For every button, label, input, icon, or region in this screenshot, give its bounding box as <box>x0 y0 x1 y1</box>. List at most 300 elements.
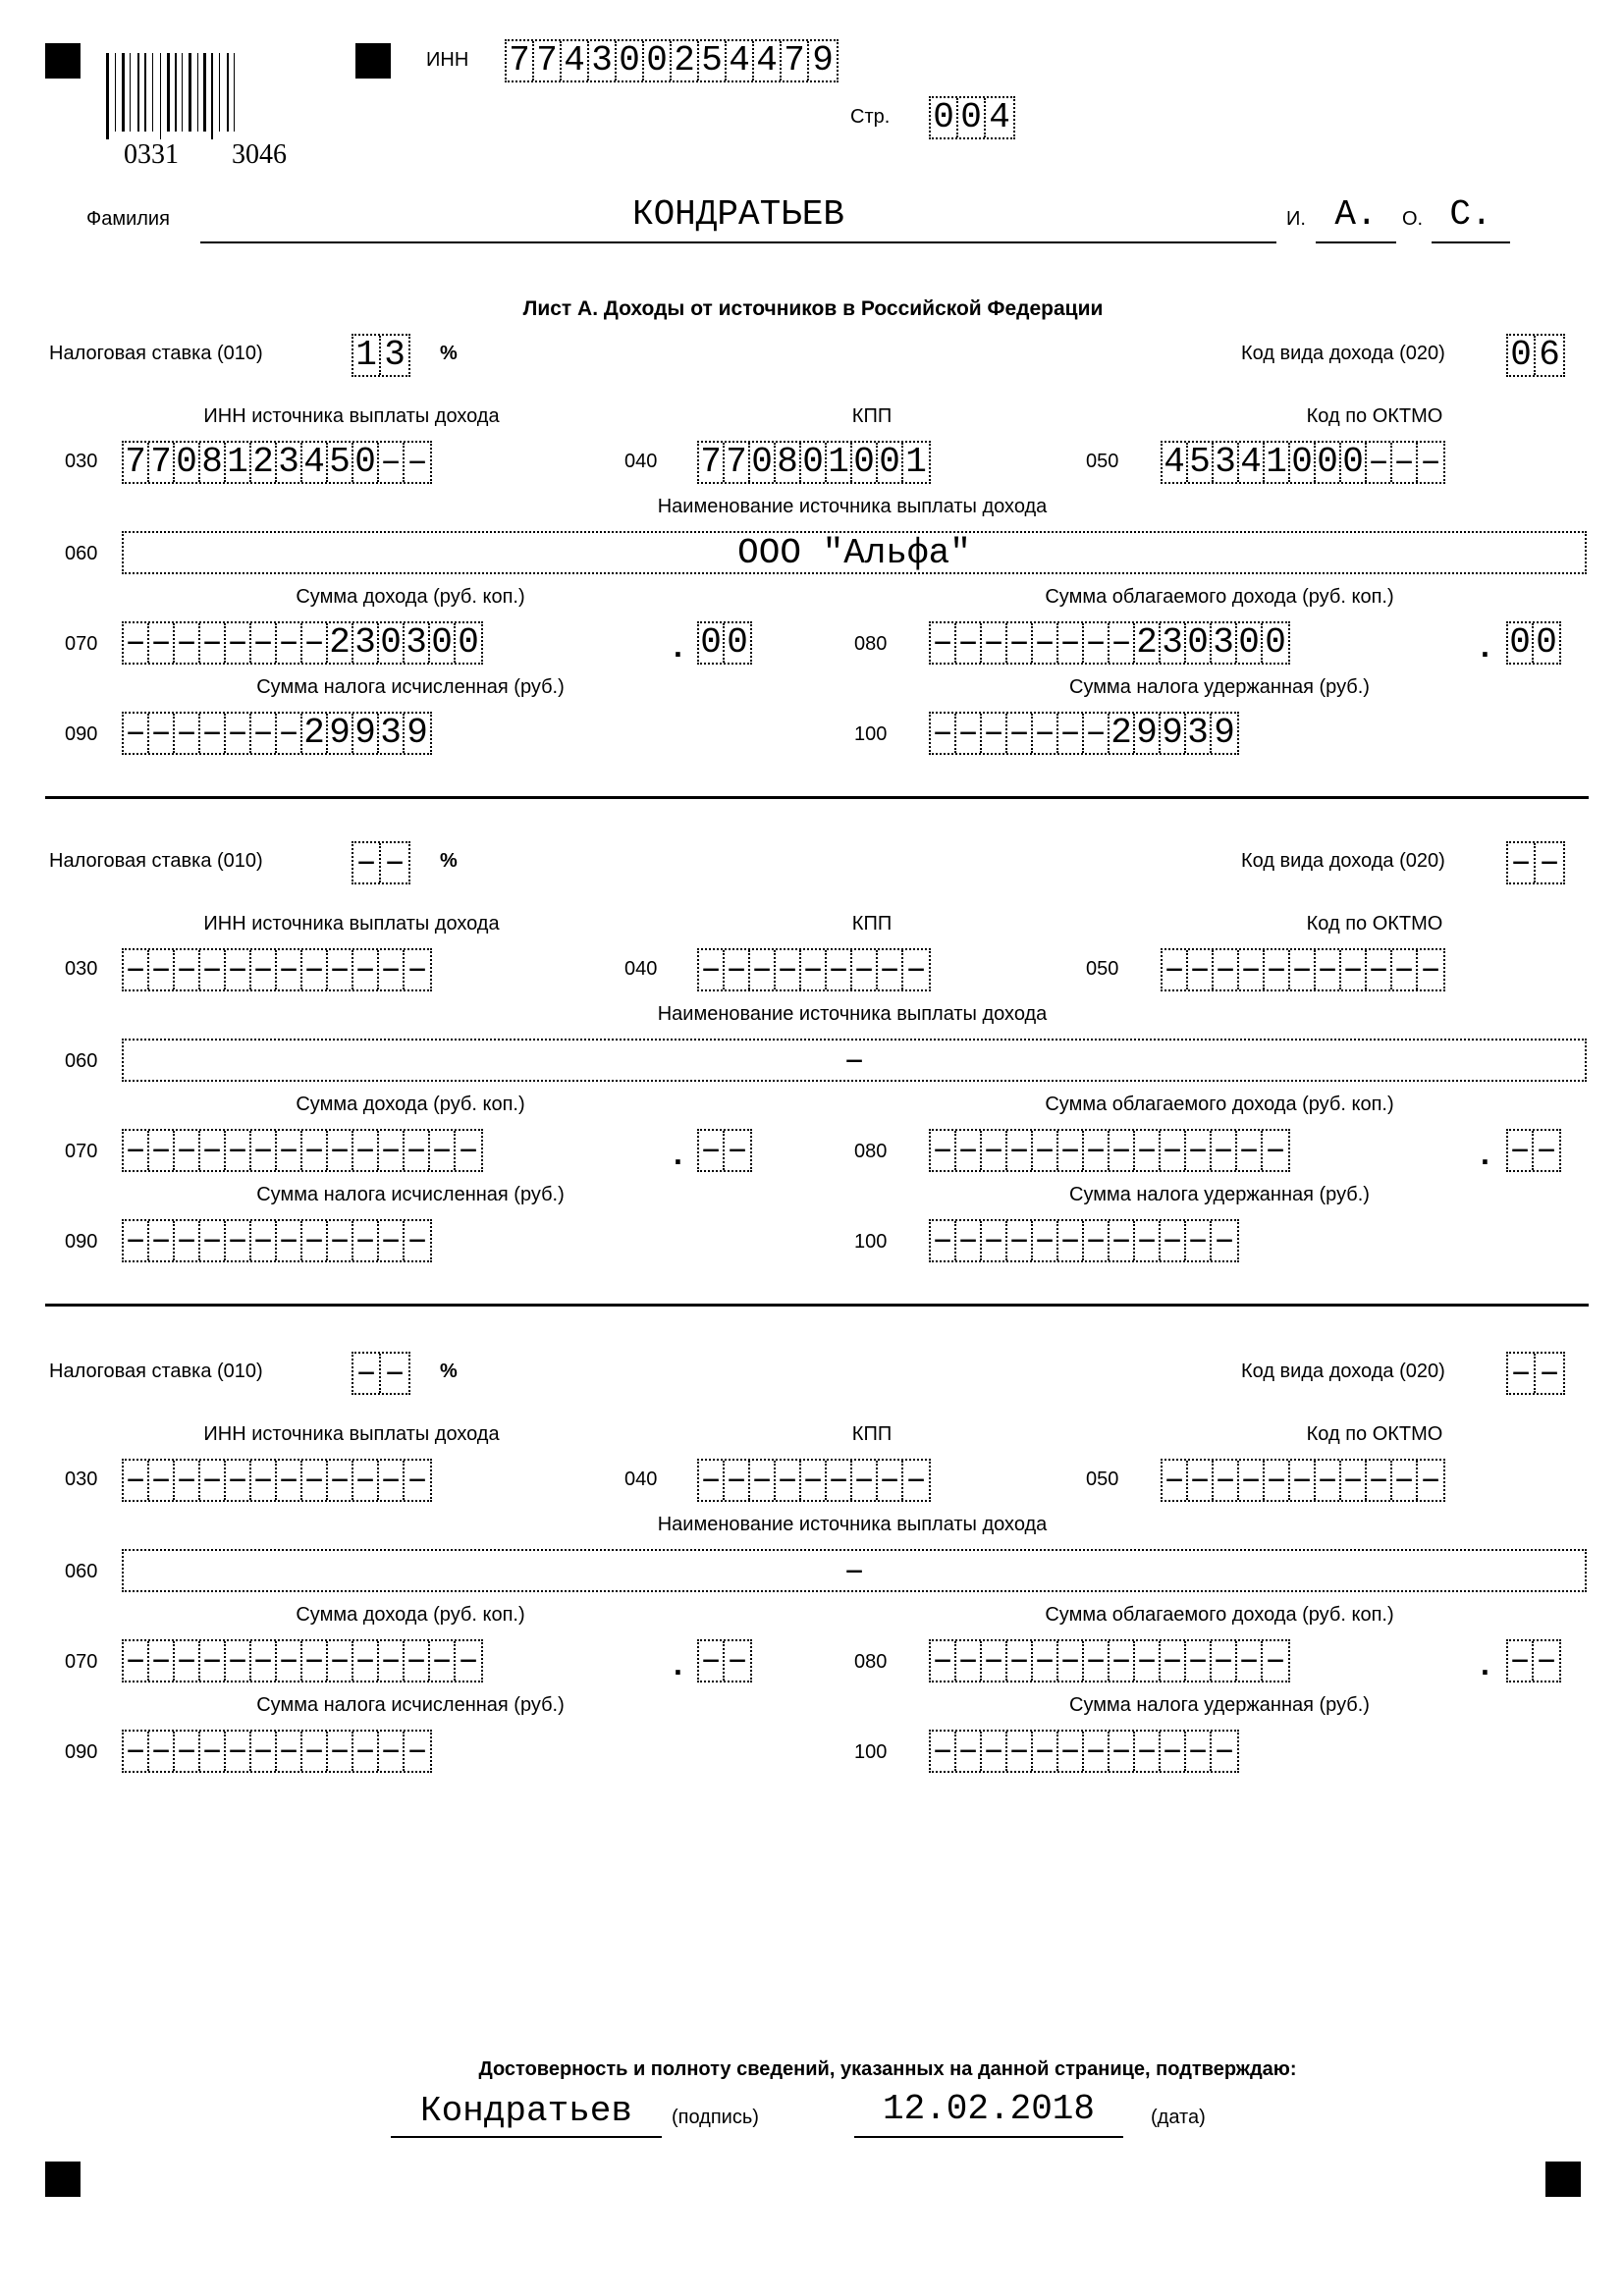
digit-cell: 1 <box>226 443 251 482</box>
digit-cell: – <box>149 623 175 663</box>
digit-cell: – <box>1135 1732 1161 1771</box>
tax-rate-label: Налоговая ставка (010) <box>49 343 263 364</box>
digit-cell: 0 <box>958 98 986 137</box>
percent-sign: % <box>440 850 458 872</box>
taxable-sum-label: Сумма облагаемого дохода (руб. коп.) <box>1045 1604 1394 1626</box>
digit-cell: – <box>458 1640 479 1681</box>
digit-cell: 3 <box>1212 623 1237 663</box>
digit-cell: – <box>1110 623 1135 663</box>
digit-cell: – <box>1110 1131 1135 1170</box>
digit-cell: – <box>124 1732 149 1771</box>
patronymic-label: О. <box>1402 208 1424 230</box>
percent-sign: % <box>440 1361 458 1382</box>
digit-cell: – <box>956 623 982 663</box>
digit-cell: 7 <box>507 41 534 80</box>
tax-calculated-label: Сумма налога исчисленная (руб.) <box>256 676 565 698</box>
digit-cell: – <box>1367 443 1392 482</box>
taxable-sum-label: Сумма облагаемого дохода (руб. коп.) <box>1045 586 1394 608</box>
block-separator <box>45 796 1589 799</box>
digit-cell: – <box>931 623 956 663</box>
taxable-sum-label: Сумма облагаемого дохода (руб. коп.) <box>1045 1094 1394 1115</box>
digit-cell: – <box>200 1641 226 1681</box>
digit-cell: – <box>1058 1732 1084 1771</box>
digit-cell: – <box>982 623 1007 663</box>
digit-cell: – <box>328 1732 353 1771</box>
digit-cell: – <box>353 843 381 882</box>
digit-cell: – <box>149 1221 175 1260</box>
digit-cell: – <box>1058 1221 1084 1260</box>
digit-cell: 9 <box>1161 714 1186 753</box>
digit-cell: – <box>458 1130 479 1170</box>
digit-cell: – <box>1367 1461 1392 1500</box>
digit-cell: – <box>1188 1461 1214 1500</box>
line-code-060: 060 <box>65 1561 98 1582</box>
digit-cell: – <box>982 714 1007 753</box>
digit-cell: – <box>226 623 251 663</box>
line-code-040: 040 <box>624 958 658 980</box>
digit-cell: – <box>200 950 226 989</box>
digit-cell: – <box>852 950 878 989</box>
corner-marker-top-center <box>355 43 391 79</box>
income-sum-label: Сумма дохода (руб. коп.) <box>296 1094 525 1115</box>
digit-cell: 4 <box>302 443 328 482</box>
digit-cell: – <box>1214 1461 1239 1500</box>
digit-cell: 3 <box>277 443 302 482</box>
digit-cell: – <box>200 623 226 663</box>
digit-cell: 4 <box>1239 443 1265 482</box>
line-code-080: 080 <box>854 633 888 655</box>
digit-cell: – <box>251 623 277 663</box>
digit-cell: 0 <box>801 443 827 482</box>
digit-cell: – <box>251 1461 277 1500</box>
barcode <box>106 53 322 169</box>
digit-cell: – <box>1420 1460 1441 1500</box>
digit-cell: – <box>1084 1221 1110 1260</box>
digit-cell: – <box>1033 623 1058 663</box>
digit-cell: 0 <box>1316 443 1341 482</box>
source-name-label: Наименование источника выплаты дохода <box>657 1003 1048 1025</box>
digit-cell: – <box>1084 623 1110 663</box>
line-code-100: 100 <box>854 1231 888 1253</box>
digit-cell: – <box>1033 1131 1058 1170</box>
source-name-field: – <box>122 1039 1587 1082</box>
oktmo-label: Код по ОКТМО <box>1306 1423 1443 1445</box>
line-code-080: 080 <box>854 1651 888 1673</box>
corner-marker-top-left <box>45 43 81 79</box>
digit-cell: – <box>200 1732 226 1771</box>
income-code-field <box>1506 1352 1565 1395</box>
digit-cell: – <box>302 1732 328 1771</box>
decimal-point: . <box>1481 1646 1489 1682</box>
digit-cell: – <box>1058 623 1084 663</box>
digit-cell: – <box>124 1131 149 1170</box>
income-code-label: Код вида дохода (020) <box>1241 1361 1445 1382</box>
line-code-040: 040 <box>624 1468 658 1490</box>
oktmo-field <box>1161 948 1445 991</box>
digit-cell: – <box>124 1461 149 1500</box>
digit-cell: 0 <box>852 443 878 482</box>
digit-cell: 3 <box>405 623 430 663</box>
digit-cell: – <box>353 1641 379 1681</box>
digit-cell: 1 <box>1265 443 1290 482</box>
digit-cell: – <box>1420 949 1441 989</box>
decimal-point: . <box>1481 1136 1489 1171</box>
digit-cell: – <box>878 950 903 989</box>
taxable-kopecks-field <box>1506 1129 1561 1172</box>
digit-cell: – <box>277 1131 302 1170</box>
digit-cell: – <box>277 1641 302 1681</box>
digit-cell: – <box>353 1221 379 1260</box>
digit-cell: – <box>200 1221 226 1260</box>
digit-cell: 3 <box>379 714 405 753</box>
digit-cell: 9 <box>328 714 353 753</box>
digit-cell: – <box>328 1461 353 1500</box>
income-code-field <box>1506 334 1565 377</box>
digit-cell: 5 <box>328 443 353 482</box>
signature-label: (подпись) <box>672 2107 759 2128</box>
digit-cell: – <box>982 1732 1007 1771</box>
digit-cell: 0 <box>1508 336 1536 375</box>
inn-source-field <box>122 1459 432 1502</box>
digit-cell: 9 <box>406 713 428 753</box>
digit-cell: – <box>406 1220 428 1260</box>
digit-cell: – <box>405 1131 430 1170</box>
digit-cell: – <box>1058 1131 1084 1170</box>
surname-underline <box>200 241 1276 243</box>
digit-cell: – <box>379 1641 405 1681</box>
inn-source-field <box>122 441 432 484</box>
digit-cell: – <box>1161 1131 1186 1170</box>
signature-underline <box>391 2136 662 2138</box>
digit-cell: – <box>1007 1221 1033 1260</box>
digit-cell: – <box>384 1353 406 1393</box>
digit-cell: – <box>727 1640 748 1681</box>
digit-cell: – <box>149 1641 175 1681</box>
line-code-070: 070 <box>65 1651 98 1673</box>
digit-cell: – <box>1420 442 1441 482</box>
digit-cell: – <box>1508 1131 1534 1170</box>
digit-cell: – <box>1237 1641 1263 1681</box>
digit-cell: – <box>827 950 852 989</box>
inn-source-field <box>122 948 432 991</box>
page-number-field <box>929 96 1015 139</box>
digit-cell: – <box>725 1461 750 1500</box>
source-name-field: – <box>122 1549 1587 1592</box>
digit-cell: – <box>1007 1732 1033 1771</box>
digit-cell: – <box>124 1641 149 1681</box>
digit-cell: – <box>905 1460 927 1500</box>
digit-cell: – <box>175 950 200 989</box>
digit-cell: 7 <box>725 443 750 482</box>
digit-cell: 4 <box>562 41 589 80</box>
digit-cell: – <box>1367 950 1392 989</box>
digit-cell: – <box>931 1641 956 1681</box>
digit-cell: – <box>251 1732 277 1771</box>
digit-cell: – <box>1508 1641 1534 1681</box>
digit-cell: – <box>149 950 175 989</box>
line-code-090: 090 <box>65 1231 98 1253</box>
tax-withheld-field <box>929 1219 1239 1262</box>
digit-cell: 4 <box>727 41 754 80</box>
digit-cell: – <box>328 1641 353 1681</box>
line-code-030: 030 <box>65 1468 98 1490</box>
digit-cell: – <box>406 1731 428 1771</box>
tax-rate-label: Налоговая ставка (010) <box>49 1361 263 1382</box>
surname-value: КОНДРАТЬЕВ <box>631 194 845 235</box>
digit-cell: – <box>175 1641 200 1681</box>
source-name-label: Наименование источника выплаты дохода <box>657 1514 1048 1535</box>
digit-cell: – <box>379 443 405 482</box>
tax-withheld-label: Сумма налога удержанная (руб.) <box>1069 1694 1370 1716</box>
digit-cell: 7 <box>782 41 809 80</box>
inn-field <box>505 39 839 82</box>
digit-cell: – <box>251 1221 277 1260</box>
source-name-field: ООО "Альфа" <box>122 531 1587 574</box>
digit-cell: – <box>251 1641 277 1681</box>
decimal-point: . <box>674 1646 682 1682</box>
digit-cell: 9 <box>1135 714 1161 753</box>
digit-cell: – <box>124 714 149 753</box>
digit-cell: 0 <box>458 622 479 663</box>
digit-cell: – <box>1290 950 1316 989</box>
patronymic-underline <box>1432 241 1510 243</box>
line-code-070: 070 <box>65 1141 98 1162</box>
digit-cell: – <box>1161 1732 1186 1771</box>
digit-cell: 7 <box>124 443 149 482</box>
digit-cell: 0 <box>353 443 379 482</box>
digit-cell: 9 <box>353 714 379 753</box>
digit-cell: – <box>1033 1221 1058 1260</box>
digit-cell: 4 <box>1163 443 1188 482</box>
line-code-030: 030 <box>65 958 98 980</box>
digit-cell: – <box>175 623 200 663</box>
digit-cell: – <box>1214 1220 1235 1260</box>
digit-cell: – <box>226 1732 251 1771</box>
digit-cell: – <box>1007 1131 1033 1170</box>
digit-cell: – <box>251 714 277 753</box>
digit-cell: 0 <box>727 622 748 663</box>
digit-cell: – <box>982 1131 1007 1170</box>
date-underline <box>854 2136 1123 2138</box>
digit-cell: – <box>1188 950 1214 989</box>
taxable-kopecks-field <box>1506 621 1561 665</box>
digit-cell: 0 <box>379 623 405 663</box>
digit-cell: – <box>1186 1131 1212 1170</box>
digit-cell: 0 <box>1341 443 1367 482</box>
digit-cell: 6 <box>1539 335 1560 375</box>
digit-cell: – <box>406 442 428 482</box>
digit-cell: – <box>1237 1131 1263 1170</box>
tax-calculated-label: Сумма налога исчисленная (руб.) <box>256 1694 565 1716</box>
digit-cell: – <box>277 1461 302 1500</box>
digit-cell: – <box>905 949 927 989</box>
tax-calculated-field <box>122 1730 432 1773</box>
digit-cell: – <box>750 950 776 989</box>
taxable-rubles-field <box>929 621 1290 665</box>
digit-cell: 9 <box>1214 713 1235 753</box>
inn-source-label: ИНН источника выплаты дохода <box>203 913 500 934</box>
digit-cell: – <box>1084 714 1110 753</box>
sheet-title: Лист А. Доходы от источников в Российской Федерации <box>522 297 1104 320</box>
line-code-090: 090 <box>65 1741 98 1763</box>
digit-cell: 0 <box>644 41 672 80</box>
digit-cell: – <box>406 1460 428 1500</box>
inn-source-label: ИНН источника выплаты дохода <box>203 1423 500 1445</box>
confirmation-text: Достоверность и полноту сведений, указанных на данной странице, подтверждаю: <box>478 2058 1297 2080</box>
oktmo-field <box>1161 1459 1445 1502</box>
income-kopecks-field <box>697 621 752 665</box>
digit-cell: – <box>430 1641 456 1681</box>
tax-withheld-label: Сумма налога удержанная (руб.) <box>1069 1184 1370 1205</box>
corner-marker-bottom-right <box>1545 2162 1581 2197</box>
decimal-point: . <box>1481 628 1489 664</box>
digit-cell: – <box>1239 950 1265 989</box>
digit-cell: – <box>1033 1641 1058 1681</box>
digit-cell: 2 <box>1135 623 1161 663</box>
taxable-rubles-field <box>929 1639 1290 1682</box>
digit-cell: – <box>801 1461 827 1500</box>
digit-cell: 5 <box>1188 443 1214 482</box>
digit-cell: 3 <box>384 335 406 375</box>
digit-cell: 0 <box>617 41 644 80</box>
digit-cell: – <box>1265 950 1290 989</box>
date-label: (дата) <box>1151 2107 1206 2128</box>
digit-cell: – <box>353 1354 381 1393</box>
tax-rate-field <box>352 1352 410 1395</box>
oktmo-label: Код по ОКТМО <box>1306 405 1443 427</box>
digit-cell: – <box>328 1221 353 1260</box>
digit-cell: – <box>1007 623 1033 663</box>
digit-cell: – <box>430 1131 456 1170</box>
digit-cell: – <box>931 1131 956 1170</box>
digit-cell: – <box>1058 1641 1084 1681</box>
digit-cell: – <box>1392 1461 1418 1500</box>
line-code-050: 050 <box>1086 451 1119 472</box>
income-rubles-field <box>122 1639 483 1682</box>
digit-cell: – <box>200 1461 226 1500</box>
digit-cell: – <box>1007 714 1033 753</box>
digit-cell: – <box>379 1131 405 1170</box>
digit-cell: – <box>1007 1641 1033 1681</box>
percent-sign: % <box>440 343 458 364</box>
digit-cell: – <box>226 1221 251 1260</box>
name-underline <box>1316 241 1396 243</box>
digit-cell: – <box>1110 1641 1135 1681</box>
digit-cell: – <box>1084 1732 1110 1771</box>
digit-cell: – <box>699 1641 725 1681</box>
digit-cell: 2 <box>251 443 277 482</box>
digit-cell: – <box>302 1221 328 1260</box>
digit-cell: 0 <box>175 443 200 482</box>
digit-cell: – <box>226 1131 251 1170</box>
digit-cell: – <box>124 950 149 989</box>
line-code-040: 040 <box>624 451 658 472</box>
digit-cell: – <box>1186 1732 1212 1771</box>
digit-cell: 0 <box>1536 622 1557 663</box>
digit-cell: – <box>931 714 956 753</box>
digit-cell: – <box>931 1221 956 1260</box>
digit-cell: – <box>1265 1130 1286 1170</box>
tax-rate-field <box>352 334 410 377</box>
digit-cell: – <box>149 1732 175 1771</box>
digit-cell: – <box>1163 1461 1188 1500</box>
income-rubles-field <box>122 621 483 665</box>
digit-cell: – <box>124 1221 149 1260</box>
digit-cell: – <box>124 623 149 663</box>
digit-cell: 1 <box>353 336 381 375</box>
digit-cell: – <box>149 714 175 753</box>
digit-cell: 3 <box>589 41 617 80</box>
kpp-label: КПП <box>851 1423 893 1445</box>
tax-calculated-field <box>122 712 432 755</box>
digit-cell: – <box>1539 1353 1560 1393</box>
tax-withheld-field <box>929 1730 1239 1773</box>
tax-withheld-label: Сумма налога удержанная (руб.) <box>1069 676 1370 698</box>
digit-cell: – <box>226 1641 251 1681</box>
digit-cell: – <box>1341 950 1367 989</box>
tax-rate-label: Налоговая ставка (010) <box>49 850 263 872</box>
name-initial: А. <box>1334 194 1378 235</box>
digit-cell: – <box>328 950 353 989</box>
source-name-label: Наименование источника выплаты дохода <box>657 496 1048 517</box>
digit-cell: – <box>1212 1131 1237 1170</box>
digit-cell: – <box>175 1461 200 1500</box>
digit-cell: – <box>1392 443 1418 482</box>
digit-cell: 0 <box>931 98 958 137</box>
digit-cell: 5 <box>699 41 727 80</box>
line-code-070: 070 <box>65 633 98 655</box>
digit-cell: 8 <box>776 443 801 482</box>
taxable-kopecks-field <box>1506 1639 1561 1682</box>
digit-cell: 9 <box>812 40 834 80</box>
digit-cell: – <box>226 714 251 753</box>
digit-cell: – <box>1539 842 1560 882</box>
digit-cell: – <box>956 714 982 753</box>
digit-cell: 2 <box>328 623 353 663</box>
digit-cell: – <box>1135 1641 1161 1681</box>
digit-cell: 8 <box>200 443 226 482</box>
line-code-100: 100 <box>854 1741 888 1763</box>
income-kopecks-field <box>697 1129 752 1172</box>
digit-cell: – <box>1135 1221 1161 1260</box>
kpp-label: КПП <box>851 913 893 934</box>
digit-cell: 0 <box>1508 623 1534 663</box>
corner-marker-bottom-left <box>45 2162 81 2197</box>
digit-cell: – <box>1110 1221 1135 1260</box>
digit-cell: – <box>1110 1732 1135 1771</box>
digit-cell: – <box>353 950 379 989</box>
digit-cell: – <box>1290 1461 1316 1500</box>
digit-cell: – <box>725 950 750 989</box>
digit-cell: – <box>405 1641 430 1681</box>
line-code-060: 060 <box>65 1050 98 1072</box>
kpp-field <box>697 948 931 991</box>
digit-cell: 0 <box>750 443 776 482</box>
digit-cell: – <box>1033 1732 1058 1771</box>
oktmo-field <box>1161 441 1445 484</box>
digit-cell: – <box>149 1131 175 1170</box>
line-code-100: 100 <box>854 723 888 745</box>
digit-cell: – <box>200 1131 226 1170</box>
digit-cell: – <box>226 1461 251 1500</box>
digit-cell: – <box>1316 1461 1341 1500</box>
digit-cell: – <box>801 950 827 989</box>
digit-cell: – <box>1186 1641 1212 1681</box>
digit-cell: – <box>931 1732 956 1771</box>
digit-cell: – <box>200 714 226 753</box>
decimal-point: . <box>674 628 682 664</box>
digit-cell: – <box>175 1732 200 1771</box>
